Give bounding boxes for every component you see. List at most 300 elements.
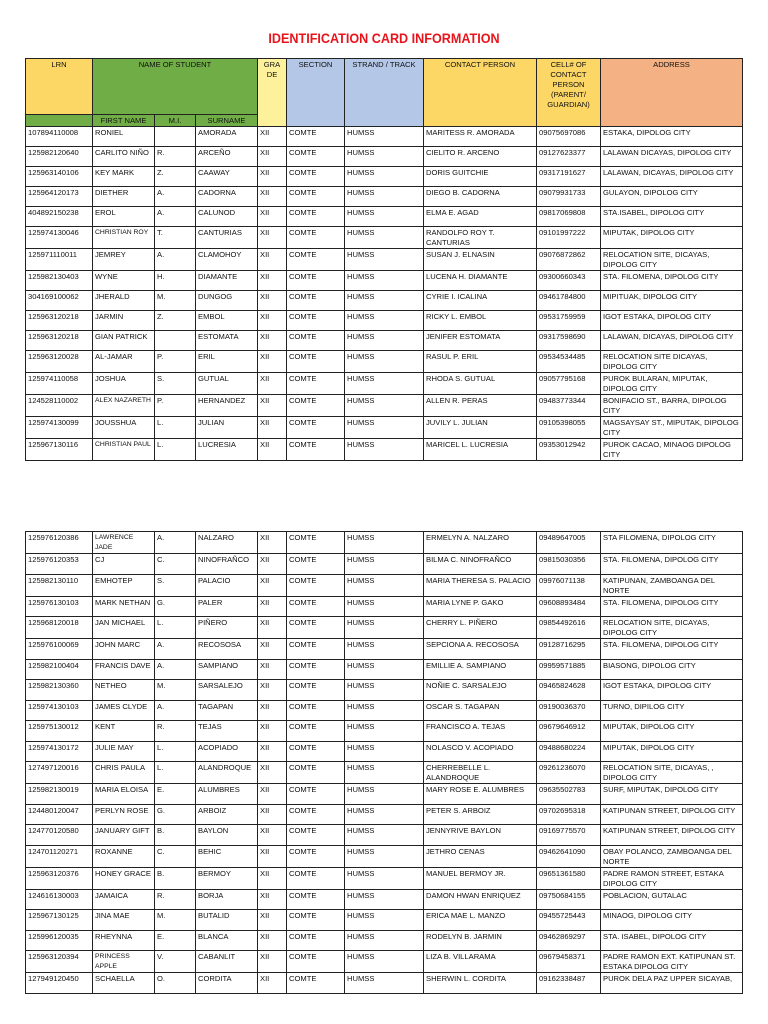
cell-cell: 09101997222 [537, 227, 601, 249]
cell-lrn: 124770120580 [26, 825, 93, 846]
cell-mi: A. [155, 700, 196, 721]
cell-address: GULAYON, DIPOLOG CITY [601, 187, 743, 207]
cell-lrn: 125975130012 [26, 721, 93, 742]
cell-grade: XII [258, 311, 287, 331]
cell-first: KENT [93, 721, 155, 742]
cell-surname: CABANLIT [196, 951, 258, 973]
cell-mi [155, 127, 196, 147]
cell-surname: BORJA [196, 889, 258, 910]
cell-lrn: 125974130103 [26, 700, 93, 721]
cell-surname: CALUNOD [196, 207, 258, 227]
cell-surname: SAMPIANO [196, 659, 258, 680]
cell-contact: NOLASCO V. ACOPIADO [424, 741, 537, 762]
cell-section: COMTE [287, 271, 345, 291]
table-row [26, 271, 743, 291]
cell-mi: G. [155, 596, 196, 617]
header-name-of-student: NAME OF STUDENT [93, 59, 258, 115]
cell-address: POBLACION, GUTALAC [601, 889, 743, 910]
cell-lrn: 125963120394 [26, 951, 93, 973]
cell-lrn: 125976100069 [26, 639, 93, 660]
cell-section: COMTE [287, 147, 345, 167]
cell-first: CJ [93, 554, 155, 575]
cell-mi: L. [155, 617, 196, 639]
cell-address: STA. FILOMENA, DIPOLOG CITY [601, 271, 743, 291]
header-lrn-sub [26, 115, 93, 127]
cell-grade: XII [258, 373, 287, 395]
cell-cell: 09455725443 [537, 910, 601, 931]
table-row [26, 825, 743, 846]
cell-mi: S. [155, 373, 196, 395]
cell-cell: 09162338487 [537, 973, 601, 994]
cell-surname: AMORADA [196, 127, 258, 147]
cell-contact: LUCENA H. DIAMANTE [424, 271, 537, 291]
cell-surname: BAYLON [196, 825, 258, 846]
cell-grade: XII [258, 910, 287, 931]
cell-grade: XII [258, 762, 287, 784]
cell-mi: L. [155, 417, 196, 439]
cell-section: COMTE [287, 439, 345, 461]
cell-surname: LUCRESIA [196, 439, 258, 461]
cell-contact: MARY ROSE E. ALUMBRES [424, 784, 537, 805]
cell-contact: LIZA B. VILLARAMA [424, 951, 537, 973]
header-lrn: LRN [26, 59, 93, 115]
cell-cell: 09461784800 [537, 291, 601, 311]
cell-section: COMTE [287, 311, 345, 331]
table-row [26, 439, 743, 461]
cell-section: COMTE [287, 187, 345, 207]
cell-contact: DORIS GUITCHIE [424, 167, 537, 187]
cell-cell: 09105398055 [537, 417, 601, 439]
cell-mi: A. [155, 639, 196, 660]
cell-address: MIPUTAK, DIPOLOG CITY [601, 227, 743, 249]
cell-mi: A. [155, 249, 196, 271]
cell-section: COMTE [287, 825, 345, 846]
cell-lrn: 125963120218 [26, 331, 93, 351]
cell-grade: XII [258, 721, 287, 742]
cell-section: COMTE [287, 930, 345, 951]
cell-section: COMTE [287, 700, 345, 721]
table-row [26, 331, 743, 351]
cell-grade: XII [258, 700, 287, 721]
cell-lrn: 107894110008 [26, 127, 93, 147]
cell-lrn: 125976120353 [26, 554, 93, 575]
cell-grade: XII [258, 951, 287, 973]
cell-section: COMTE [287, 659, 345, 680]
table-row [26, 617, 743, 639]
cell-lrn: 124480120047 [26, 804, 93, 825]
table-row [26, 574, 743, 596]
cell-cell: 09635502783 [537, 784, 601, 805]
cell-surname: ACOPIADO [196, 741, 258, 762]
cell-cell: 09815030356 [537, 554, 601, 575]
cell-grade: XII [258, 249, 287, 271]
cell-mi: C. [155, 554, 196, 575]
cell-strand: HUMSS [345, 762, 424, 784]
header-strand: STRAND / TRACK [345, 59, 424, 127]
cell-contact: RASUL P. ERIL [424, 351, 537, 373]
cell-strand: HUMSS [345, 439, 424, 461]
cell-contact: DAMON HWAN ENRIQUEZ [424, 889, 537, 910]
cell-section: COMTE [287, 207, 345, 227]
table-row [26, 845, 743, 867]
table-row [26, 721, 743, 742]
cell-first: SCHAELLA [93, 973, 155, 994]
cell-contact: RANDOLFO ROY T. CANTURIAS [424, 227, 537, 249]
cell-strand: HUMSS [345, 127, 424, 147]
cell-contact: OSCAR S. TAGAPAN [424, 700, 537, 721]
cell-contact: FRANCISCO A. TEJAS [424, 721, 537, 742]
cell-address: RELOCATION SITE, DICAYAS, , DIPOLOG CITY [601, 762, 743, 784]
cell-contact: ERMELYN A. NALZARO [424, 532, 537, 554]
cell-address: LALAWAN, DICAYAS, DIPOLOG CITY [601, 331, 743, 351]
cell-section: COMTE [287, 617, 345, 639]
table-row [26, 127, 743, 147]
cell-lrn: 125982130360 [26, 680, 93, 701]
cell-address: PUROK BULARAN, MIPUTAK, DIPOLOG CITY [601, 373, 743, 395]
table-row [26, 930, 743, 951]
cell-mi: C. [155, 845, 196, 867]
cell-mi: M. [155, 291, 196, 311]
cell-address: BONIFACIO ST., BARRA, DIPOLOG CITY [601, 395, 743, 417]
cell-section: COMTE [287, 373, 345, 395]
cell-strand: HUMSS [345, 311, 424, 331]
cell-mi: B. [155, 825, 196, 846]
cell-strand: HUMSS [345, 373, 424, 395]
cell-section: COMTE [287, 762, 345, 784]
cell-lrn: 125963120376 [26, 867, 93, 889]
cell-first: JARMIN [93, 311, 155, 331]
cell-contact: CHERRY L. PIÑERO [424, 617, 537, 639]
cell-section: COMTE [287, 331, 345, 351]
cell-strand: HUMSS [345, 845, 424, 867]
table-row [26, 680, 743, 701]
cell-section: COMTE [287, 395, 345, 417]
cell-grade: XII [258, 291, 287, 311]
cell-cell: 09750684155 [537, 889, 601, 910]
cell-surname: BUTALID [196, 910, 258, 931]
table-row [26, 889, 743, 910]
cell-first: ROXANNE [93, 845, 155, 867]
cell-cell: 09465824628 [537, 680, 601, 701]
cell-grade: XII [258, 532, 287, 554]
cell-grade: XII [258, 574, 287, 596]
cell-first: JOHN MARC [93, 639, 155, 660]
cell-first: JAMES CLYDE [93, 700, 155, 721]
cell-lrn: 125982130019 [26, 784, 93, 805]
cell-address: STA. FILOMENA, DIPOLOG CITY [601, 596, 743, 617]
header-grade: GRA DE [258, 59, 287, 127]
table-row [26, 659, 743, 680]
table-row [26, 784, 743, 805]
cell-first: HONEY GRACE [93, 867, 155, 889]
cell-contact: JETHRO CENAS [424, 845, 537, 867]
cell-section: COMTE [287, 291, 345, 311]
cell-contact: MARITESS R. AMORADA [424, 127, 537, 147]
cell-mi: E. [155, 930, 196, 951]
cell-lrn: 125974130099 [26, 417, 93, 439]
header-cell-number: CELL# OF CONTACT PERSON (PARENT/ GUARDIAN) [537, 59, 601, 127]
table-row [26, 741, 743, 762]
cell-surname: ESTOMATA [196, 331, 258, 351]
cell-lrn: 125982100404 [26, 659, 93, 680]
cell-surname: ARBOIZ [196, 804, 258, 825]
cell-lrn: 404892150238 [26, 207, 93, 227]
cell-strand: HUMSS [345, 249, 424, 271]
cell-mi: R. [155, 889, 196, 910]
table-row [26, 207, 743, 227]
cell-surname: DUNGOG [196, 291, 258, 311]
cell-section: COMTE [287, 574, 345, 596]
cell-address: PADRE RAMON STREET, ESTAKA DIPOLOG CITY [601, 867, 743, 889]
cell-contact: MANUEL BERMOY JR. [424, 867, 537, 889]
cell-first: JOUSSHUA [93, 417, 155, 439]
cell-cell: 09353012942 [537, 439, 601, 461]
cell-strand: HUMSS [345, 804, 424, 825]
cell-mi: A. [155, 532, 196, 554]
cell-surname: PIÑERO [196, 617, 258, 639]
cell-address: MIPITUAK, DIPOLOG CITY [601, 291, 743, 311]
cell-cell: 09057795168 [537, 373, 601, 395]
cell-surname: CAAWAY [196, 167, 258, 187]
header-section: SECTION [287, 59, 345, 127]
cell-mi: R. [155, 721, 196, 742]
cell-section: COMTE [287, 845, 345, 867]
cell-first: JHERALD [93, 291, 155, 311]
cell-section: COMTE [287, 639, 345, 660]
cell-first: PRINCESS APPLE [93, 951, 155, 973]
cell-grade: XII [258, 784, 287, 805]
cell-mi: Z. [155, 167, 196, 187]
cell-first: GIAN PATRICK [93, 331, 155, 351]
cell-surname: BERMOY [196, 867, 258, 889]
cell-cell: 09127623377 [537, 147, 601, 167]
cell-lrn: 125963140106 [26, 167, 93, 187]
cell-contact: ALLEN R. PERAS [424, 395, 537, 417]
cell-address: STA. ISABEL, DIPOLOG CITY [601, 930, 743, 951]
table-row [26, 311, 743, 331]
cell-surname: CANTURIAS [196, 227, 258, 249]
cell-lrn: 127497120016 [26, 762, 93, 784]
cell-strand: HUMSS [345, 973, 424, 994]
cell-grade: XII [258, 331, 287, 351]
cell-mi: E. [155, 784, 196, 805]
cell-address: KATIPUNAN, ZAMBOANGA DEL NORTE [601, 574, 743, 596]
cell-section: COMTE [287, 721, 345, 742]
cell-mi: M. [155, 680, 196, 701]
cell-cell: 09317598690 [537, 331, 601, 351]
cell-lrn: 304169100062 [26, 291, 93, 311]
cell-cell: 09483773344 [537, 395, 601, 417]
table-row [26, 532, 743, 554]
id-card-table-1 [25, 58, 743, 461]
cell-first: JANUARY GIFT [93, 825, 155, 846]
cell-section: COMTE [287, 554, 345, 575]
cell-grade: XII [258, 417, 287, 439]
cell-surname: RECOSOSA [196, 639, 258, 660]
cell-address: RELOCATION SITE, DICAYAS, DIPOLOG CITY [601, 249, 743, 271]
cell-section: COMTE [287, 804, 345, 825]
cell-grade: XII [258, 659, 287, 680]
cell-address: RELOCATION SITE DICAYAS, DIPOLOG CITY [601, 351, 743, 373]
cell-cell: 09128716295 [537, 639, 601, 660]
cell-lrn: 127949120450 [26, 973, 93, 994]
cell-contact: MARIA LYNE P. GAKO [424, 596, 537, 617]
cell-first: JINA MAE [93, 910, 155, 931]
cell-address: RELOCATION SITE, DICAYAS, DIPOLOG CITY [601, 617, 743, 639]
cell-surname: BLANCA [196, 930, 258, 951]
cell-surname: CADORNA [196, 187, 258, 207]
cell-address: LALAWAN DICAYAS, DIPOLOG CITY [601, 147, 743, 167]
cell-grade: XII [258, 147, 287, 167]
cell-grade: XII [258, 825, 287, 846]
cell-grade: XII [258, 617, 287, 639]
cell-grade: XII [258, 930, 287, 951]
cell-section: COMTE [287, 680, 345, 701]
cell-address: LALAWAN, DICAYAS, DIPOLOG CITY [601, 167, 743, 187]
cell-contact: JENIFER ESTOMATA [424, 331, 537, 351]
cell-cell: 09679646912 [537, 721, 601, 742]
cell-surname: ARCEÑO [196, 147, 258, 167]
cell-strand: HUMSS [345, 700, 424, 721]
cell-lrn: 125974130172 [26, 741, 93, 762]
cell-section: COMTE [287, 532, 345, 554]
cell-first: JAN MICHAEL [93, 617, 155, 639]
cell-grade: XII [258, 973, 287, 994]
cell-strand: HUMSS [345, 680, 424, 701]
cell-mi: H. [155, 271, 196, 291]
cell-grade: XII [258, 889, 287, 910]
cell-first: CARLITO NIÑO [93, 147, 155, 167]
cell-grade: XII [258, 127, 287, 147]
table-row [26, 973, 743, 994]
cell-grade: XII [258, 395, 287, 417]
cell-first: MARK NETHAN [93, 596, 155, 617]
cell-address: PUROK CACAO, MINAOG DIPOLOG CITY [601, 439, 743, 461]
cell-strand: HUMSS [345, 207, 424, 227]
cell-lrn: 124701120271 [26, 845, 93, 867]
cell-contact: EMILLIE A. SAMPIANO [424, 659, 537, 680]
cell-section: COMTE [287, 351, 345, 373]
cell-first: DIETHER [93, 187, 155, 207]
table-row [26, 227, 743, 249]
cell-surname: SARSALEJO [196, 680, 258, 701]
table-row [26, 867, 743, 889]
cell-grade: XII [258, 351, 287, 373]
cell-contact: CIELITO R. ARCENO [424, 147, 537, 167]
cell-section: COMTE [287, 127, 345, 147]
cell-address: KATIPUNAN STREET, DIPOLOG CITY [601, 825, 743, 846]
cell-surname: NINOFRAÑCO [196, 554, 258, 575]
cell-address: TURNO, DIPILOG CITY [601, 700, 743, 721]
cell-grade: XII [258, 741, 287, 762]
header-address: ADDRESS [601, 59, 743, 127]
table-row [26, 147, 743, 167]
cell-lrn: 124616130003 [26, 889, 93, 910]
cell-surname: PALACIO [196, 574, 258, 596]
cell-first: ALEX NAZARETH [93, 395, 155, 417]
table-row [26, 373, 743, 395]
cell-mi: G. [155, 804, 196, 825]
table-row [26, 639, 743, 660]
cell-address: STA. FILOMENA, DIPOLOG CITY [601, 554, 743, 575]
cell-cell: 09489647005 [537, 532, 601, 554]
cell-mi: L. [155, 741, 196, 762]
cell-strand: HUMSS [345, 351, 424, 373]
cell-cell: 09076872862 [537, 249, 601, 271]
cell-first: KEY MARK [93, 167, 155, 187]
cell-surname: ALUMBRES [196, 784, 258, 805]
cell-strand: HUMSS [345, 187, 424, 207]
cell-address: IGOT ESTAKA, DIPOLOG CITY [601, 680, 743, 701]
cell-cell: 09534534485 [537, 351, 601, 373]
cell-section: COMTE [287, 596, 345, 617]
cell-cell: 09261236070 [537, 762, 601, 784]
cell-grade: XII [258, 271, 287, 291]
cell-lrn: 125967130116 [26, 439, 93, 461]
cell-strand: HUMSS [345, 417, 424, 439]
cell-strand: HUMSS [345, 910, 424, 931]
cell-surname: ERIL [196, 351, 258, 373]
cell-cell: 09488680224 [537, 741, 601, 762]
cell-cell: 09190036370 [537, 700, 601, 721]
cell-lrn: 125982130403 [26, 271, 93, 291]
cell-first: CHRISTIAN PAUL [93, 439, 155, 461]
cell-address: BIASONG, DIPOLOG CITY [601, 659, 743, 680]
cell-strand: HUMSS [345, 825, 424, 846]
cell-strand: HUMSS [345, 532, 424, 554]
cell-address: STA.ISABEL, DIPOLOG CITY [601, 207, 743, 227]
cell-lrn: 125976130103 [26, 596, 93, 617]
cell-lrn: 125974130046 [26, 227, 93, 249]
cell-cell: 09531759959 [537, 311, 601, 331]
cell-strand: HUMSS [345, 721, 424, 742]
cell-section: COMTE [287, 867, 345, 889]
table-row [26, 554, 743, 575]
cell-surname: CORDITA [196, 973, 258, 994]
cell-contact: SHERWIN L. CORDITA [424, 973, 537, 994]
cell-lrn: 125963120218 [26, 311, 93, 331]
table-row [26, 395, 743, 417]
cell-strand: HUMSS [345, 147, 424, 167]
cell-strand: HUMSS [345, 639, 424, 660]
cell-address: PADRE RAMON EXT. KATIPUNAN ST. ESTAKA DIPOLOG CITY [601, 951, 743, 973]
cell-mi: P. [155, 395, 196, 417]
cell-contact: NOÑIE C. SARSALEJO [424, 680, 537, 701]
cell-surname: EMBOL [196, 311, 258, 331]
cell-first: JOSHUA [93, 373, 155, 395]
cell-mi: R. [155, 147, 196, 167]
cell-first: WYNE [93, 271, 155, 291]
table-row [26, 417, 743, 439]
cell-surname: HERNANDEZ [196, 395, 258, 417]
cell-section: COMTE [287, 417, 345, 439]
table-row [26, 951, 743, 973]
cell-first: EMHOTEP [93, 574, 155, 596]
cell-strand: HUMSS [345, 331, 424, 351]
cell-cell: 09608893484 [537, 596, 601, 617]
table-row [26, 910, 743, 931]
cell-cell: 09300660343 [537, 271, 601, 291]
cell-grade: XII [258, 554, 287, 575]
cell-address: PUROK DELA PAZ UPPER SICAYAB, [601, 973, 743, 994]
cell-first: AL-JAMAR [93, 351, 155, 373]
cell-contact: BILMA C. NINOFRAÑCO [424, 554, 537, 575]
cell-contact: DIEGO B. CADORNA [424, 187, 537, 207]
cell-grade: XII [258, 187, 287, 207]
cell-strand: HUMSS [345, 784, 424, 805]
cell-cell: 09679458371 [537, 951, 601, 973]
cell-surname: JULIAN [196, 417, 258, 439]
